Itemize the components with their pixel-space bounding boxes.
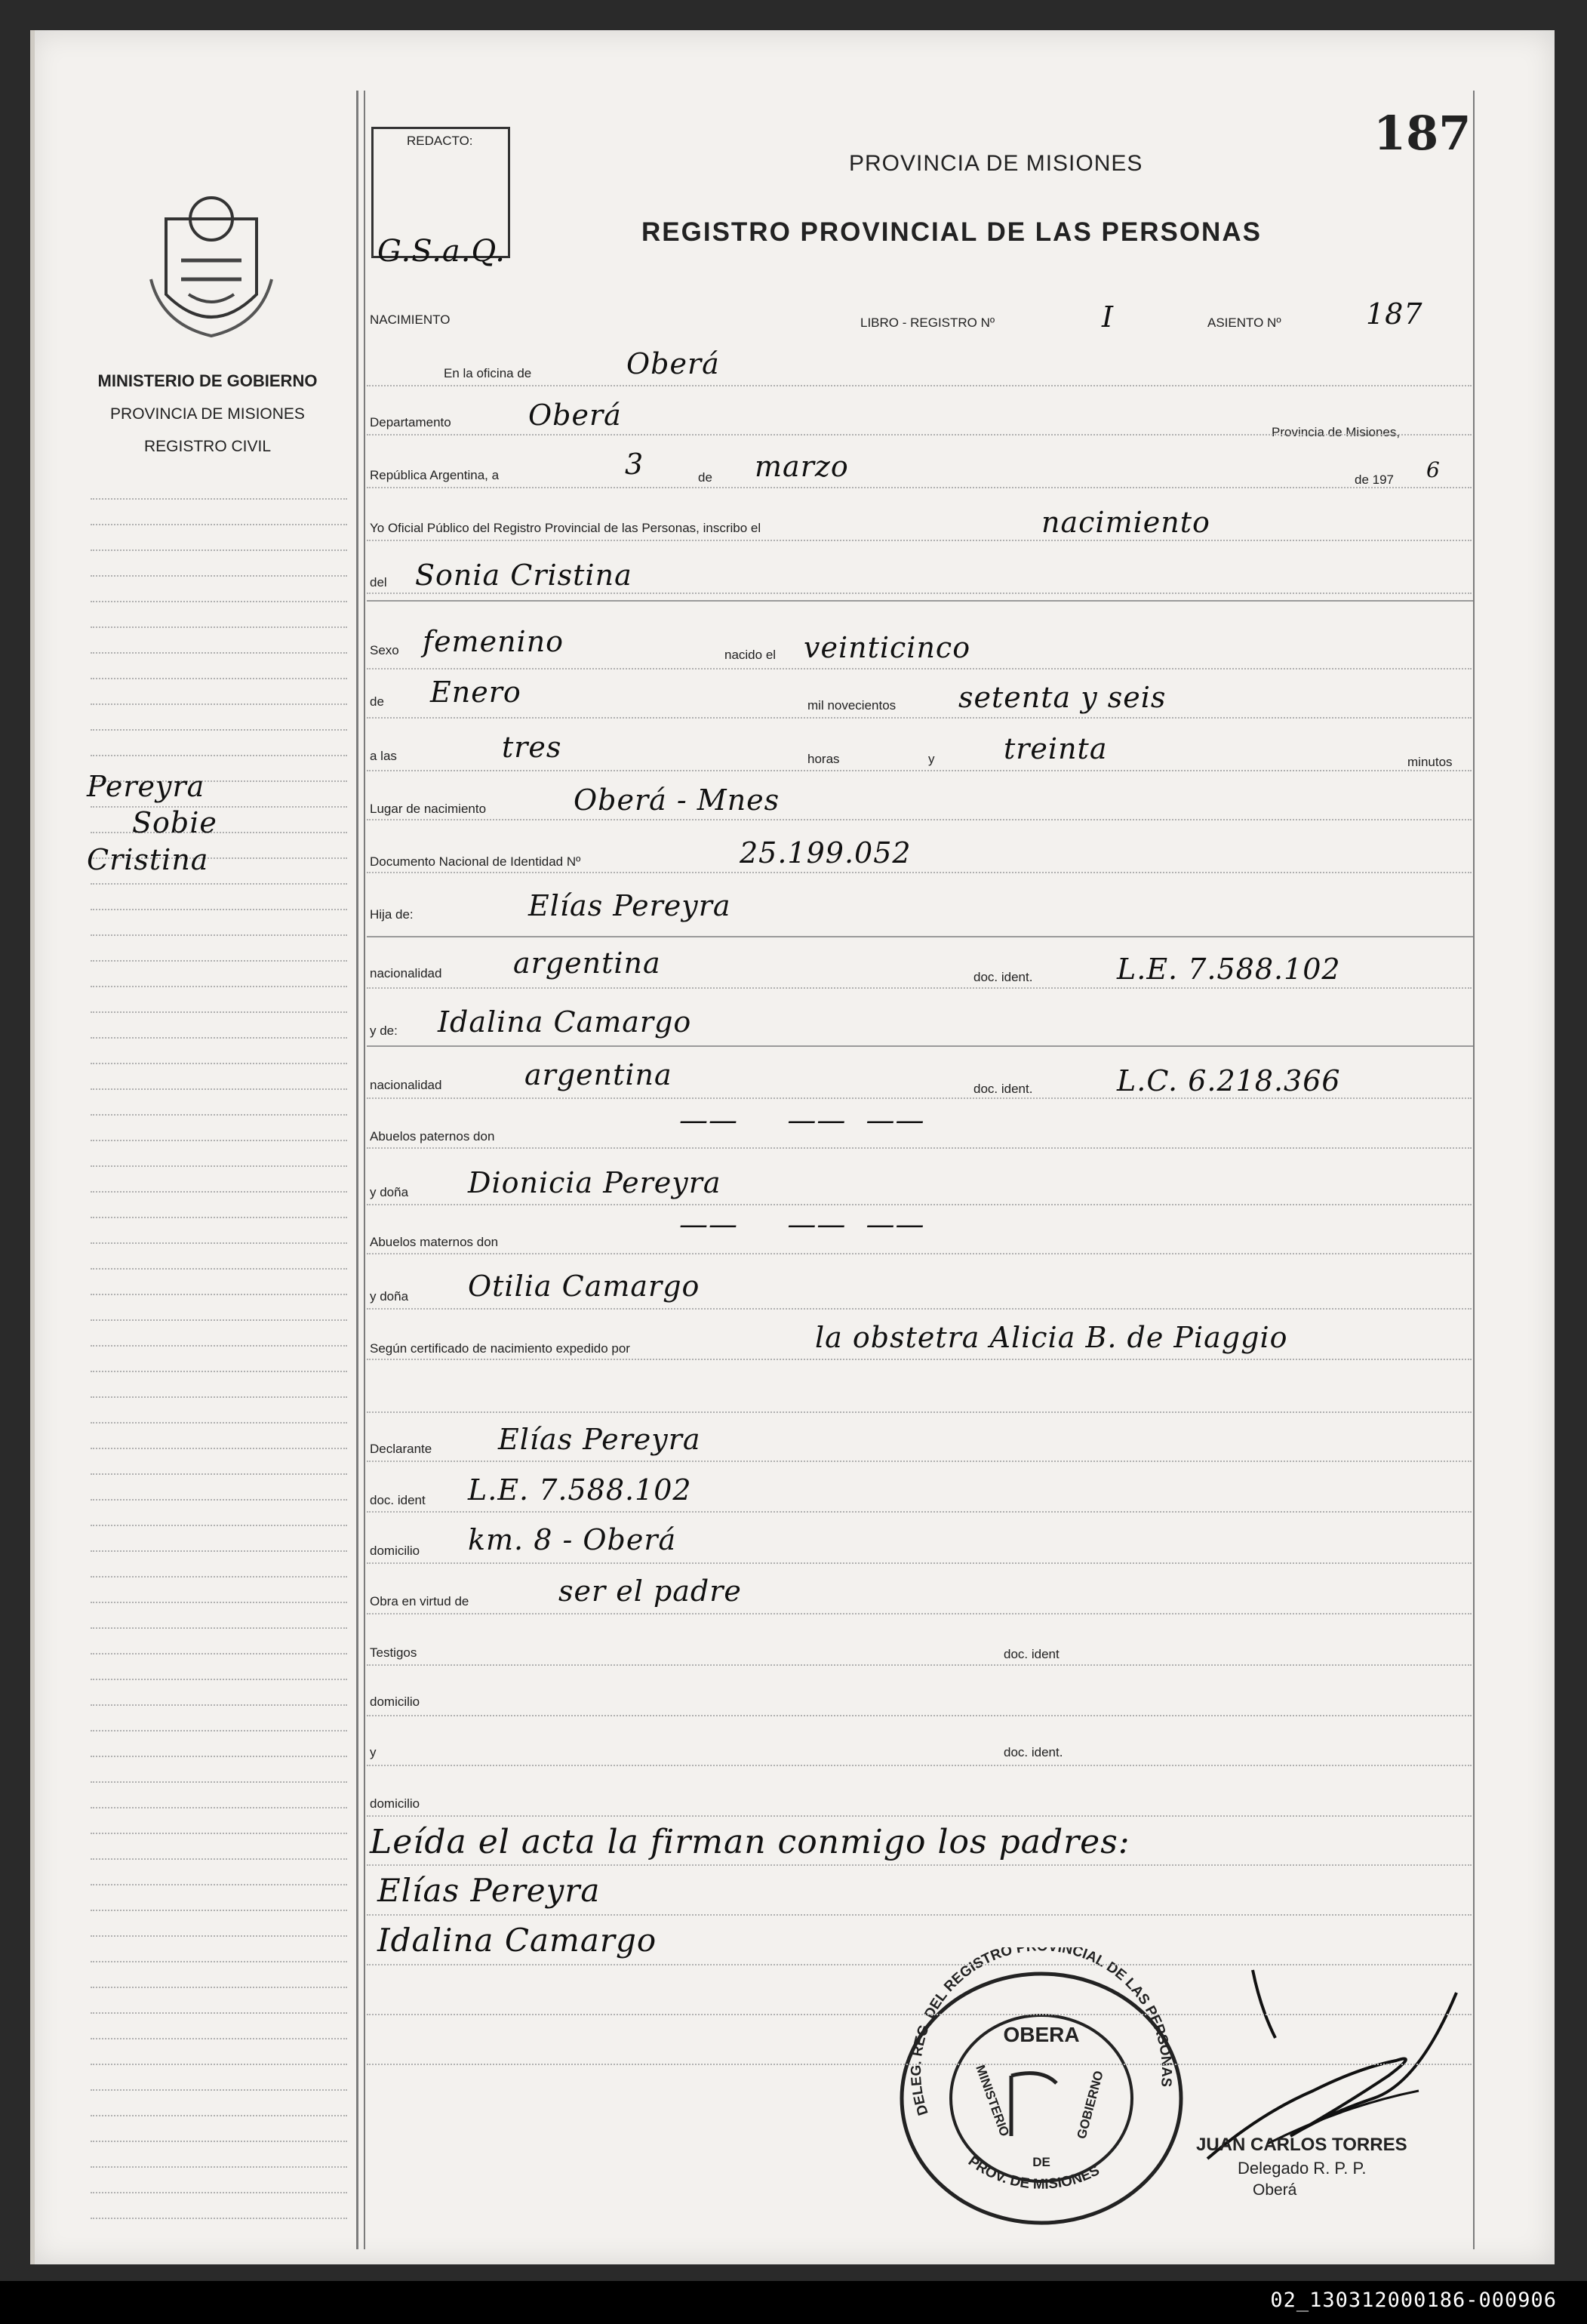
docident5-label: doc. ident.	[1004, 1745, 1063, 1759]
abuelos-mat-value: —— —— ——	[679, 1208, 925, 1241]
oficina-value: Oberá	[626, 347, 720, 380]
asiento-value: 187	[1366, 297, 1423, 331]
nac1-value: argentina	[513, 947, 661, 980]
form-rule-line	[367, 1964, 1472, 1965]
section-divider	[367, 1045, 1473, 1047]
official-title: Delegado R. P. P.	[1238, 2159, 1367, 2178]
form-rule-line	[367, 487, 1472, 488]
y2-label: y	[370, 1745, 377, 1759]
sidebar-rule-line	[91, 1011, 347, 1013]
sidebar-rule-line	[91, 934, 347, 936]
redacto-initials: G.S.a.Q.	[377, 234, 506, 269]
mil-value: setenta y seis	[958, 681, 1167, 714]
horas-label: horas	[807, 752, 840, 766]
ydona2-label: y doña	[370, 1289, 409, 1304]
form-rule-line	[367, 1147, 1472, 1149]
domicilio-label: domicilio	[370, 1544, 420, 1558]
segun-label: Según certificado de nacimiento expedido por	[370, 1341, 630, 1356]
sidebar-ministry: MINISTERIO DE GOBIERNO	[97, 371, 318, 390]
dia-value: 3	[625, 448, 644, 481]
sidebar-rule-line	[91, 1217, 347, 1218]
form-rule-line	[367, 987, 1472, 989]
sidebar-rule-line	[91, 1576, 347, 1578]
registry-page	[30, 30, 1555, 2264]
lugar-label: Lugar de nacimiento	[370, 802, 487, 816]
form-rule-line	[367, 1359, 1472, 1360]
sidebar-rule-line	[91, 2089, 347, 2091]
form-rule-line	[367, 770, 1472, 771]
sidebar-rule-line	[91, 524, 347, 525]
form-rule-line	[367, 1308, 1472, 1310]
form-rule-line	[367, 540, 1472, 541]
sidebar-rule-line	[91, 909, 347, 910]
nac1-label: nacionalidad	[370, 966, 442, 980]
form-rule-line	[367, 668, 1472, 669]
sidebar-rule-line	[91, 1884, 347, 1885]
mes-value: marzo	[755, 450, 849, 483]
official-seal	[883, 1947, 1200, 2234]
oficial-label: Yo Oficial Público del Registro Provincial de las Personas, inscribo el	[370, 521, 761, 535]
sidebar-rule-line	[91, 575, 347, 577]
sidebar-rule-line	[91, 1037, 347, 1039]
sidebar-rule-line	[91, 1114, 347, 1116]
form-rule-line	[367, 717, 1472, 719]
obra-value: ser el padre	[558, 1574, 742, 1608]
sexo-label: Sexo	[370, 643, 399, 657]
anio-label: de 197	[1355, 472, 1394, 487]
sidebar-rule-line	[91, 1165, 347, 1167]
dni-label: Documento Nacional de Identidad Nº	[370, 854, 581, 869]
coat-of-arms-logo	[143, 189, 279, 351]
minutos-value: treinta	[1004, 732, 1108, 765]
yde-label: y de:	[370, 1023, 398, 1038]
folio-number: 187	[1373, 106, 1472, 161]
sidebar-rule-line	[91, 549, 347, 551]
mes-nac-value: Enero	[430, 676, 521, 709]
form-rule-line	[367, 1253, 1472, 1254]
sidebar-rule-line	[91, 1063, 347, 1064]
form-rule-line	[367, 1815, 1472, 1817]
sidebar-rule-line	[91, 1140, 347, 1141]
oficina-label: En la oficina de	[444, 366, 532, 380]
sidebar-rule-line	[91, 1704, 347, 1706]
padre-value: Elías Pereyra	[528, 889, 731, 922]
form-rule-line	[367, 1562, 1472, 1564]
sidebar-rule-line	[91, 883, 347, 885]
section-divider	[367, 600, 1473, 602]
libro-value: I	[1102, 300, 1115, 334]
sidebar-rule-line	[91, 755, 347, 756]
sidebar-rule-line	[91, 1679, 347, 1680]
leida-text: Leída el acta la firman conmigo los padres:	[370, 1823, 1130, 1861]
sidebar-rule-line	[91, 1499, 347, 1501]
form-rule-line	[367, 385, 1472, 386]
del-label: del	[370, 575, 387, 589]
sidebar-rule-line	[91, 1627, 347, 1629]
sidebar-rule-line	[91, 960, 347, 962]
sidebar-rule-line	[91, 729, 347, 731]
segun-value: la obstetra Alicia B. de Piaggio	[815, 1321, 1288, 1354]
form-rule-line	[367, 1461, 1472, 1462]
nacido-label: nacido el	[724, 648, 777, 662]
sidebar-rule-line	[91, 626, 347, 628]
sidebar-rule-line	[91, 1473, 347, 1475]
form-rule-line	[367, 1613, 1472, 1614]
sidebar-rule-line	[91, 1319, 347, 1321]
sidebar-rule-line	[91, 1550, 347, 1552]
ydona1-label: y doña	[370, 1185, 409, 1199]
mil-label: mil novecientos	[807, 698, 897, 713]
sidebar-rule-line	[91, 1268, 347, 1270]
sexo-value: femenino	[423, 625, 564, 658]
sidebar-rule-line	[91, 2012, 347, 2014]
sidebar-rule-line	[91, 1756, 347, 1757]
seal-city: OBERA	[1003, 2023, 1080, 2046]
binding-edge	[30, 30, 35, 2264]
sidebar-rule-line	[91, 1602, 347, 1603]
sidebar-rule-line	[91, 498, 347, 500]
sidebar-rule-line	[91, 1422, 347, 1424]
sidebar-rule-line	[91, 986, 347, 987]
official-name: JUAN CARLOS TORRES	[1196, 2135, 1407, 2155]
form-rule-line	[367, 2014, 1472, 2015]
oficial-value: nacimiento	[1041, 506, 1210, 539]
inner-margin-rule	[364, 91, 365, 2249]
footer-code: 02_130312000186-000906	[1270, 2289, 1557, 2312]
dni-value: 25.199.052	[740, 836, 912, 870]
right-margin-rule	[1473, 91, 1475, 2249]
del-value: Sonia Cristina	[415, 559, 632, 592]
form-rule-line	[367, 872, 1472, 873]
sidebar-rule-line	[91, 1730, 347, 1731]
docident3-label: doc. ident	[370, 1493, 426, 1507]
anio-value: 6	[1426, 457, 1441, 482]
docident4-label: doc. ident	[1004, 1647, 1060, 1661]
sidebar-rule-line	[91, 1088, 347, 1090]
departamento-value: Oberá	[528, 399, 622, 432]
seal-ministerio: MINISTERIO	[973, 2063, 1013, 2138]
form-rule-line	[367, 1914, 1472, 1916]
sidebar-rule-line	[91, 1396, 347, 1398]
sidebar-rule-line	[91, 652, 347, 654]
form-rule-line	[367, 2064, 1472, 2065]
sidebar-rule-line	[91, 1191, 347, 1193]
form-rule-line	[367, 434, 1472, 436]
sidebar-rule-line	[91, 806, 347, 808]
domicilio2-label: domicilio	[370, 1695, 420, 1709]
section-divider	[367, 936, 1473, 937]
declarante-label: Declarante	[370, 1442, 432, 1456]
nac2-label: nacionalidad	[370, 1078, 442, 1092]
sidebar-rule-line	[91, 2038, 347, 2039]
testigos-label: Testigos	[370, 1645, 417, 1660]
sidebar-rule-line	[91, 1294, 347, 1295]
nacido-value: veinticinco	[804, 631, 971, 664]
sidebar-rule-line	[91, 1910, 347, 1911]
form-rule-line	[367, 1664, 1472, 1666]
departamento-label: Departamento	[370, 415, 451, 429]
libro-label: LIBRO - REGISTRO Nº	[860, 316, 995, 330]
abuelos-pat-value: —— —— ——	[679, 1104, 925, 1137]
sidebar-rule-line	[91, 1371, 347, 1372]
doc2-value: L.C. 6.218.366	[1117, 1064, 1341, 1097]
official-city: Oberá	[1253, 2181, 1297, 2199]
form-rule-line	[367, 1864, 1472, 1866]
sidebar-rule-line	[91, 1781, 347, 1783]
de-label: de	[698, 470, 712, 485]
madre-value: Idalina Camargo	[438, 1005, 692, 1039]
redacto-label: REDACTO:	[407, 134, 473, 148]
sidebar-rule-line	[91, 2218, 347, 2219]
domicilio3-label: domicilio	[370, 1796, 420, 1811]
form-rule-line	[367, 819, 1472, 820]
declarante-value: Elías Pereyra	[498, 1423, 701, 1456]
sidebar-rule-line	[91, 601, 347, 602]
seal-de: DE	[1032, 2155, 1050, 2169]
left-margin-rule	[356, 91, 358, 2249]
sidebar-registry: REGISTRO CIVIL	[143, 438, 272, 455]
sidebar-rule-line	[91, 2115, 347, 2116]
form-rule-line	[367, 1511, 1472, 1513]
firma-padre-signature: Elías Pereyra	[377, 1872, 601, 1909]
dona1-value: Dionicia Pereyra	[468, 1166, 721, 1199]
hija-label: Hija de:	[370, 907, 414, 922]
sidebar-rule-line	[91, 1987, 347, 1988]
sidebar-rule-line	[91, 1525, 347, 1526]
form-rule-line	[367, 1411, 1472, 1413]
seal-gobierno: GOBIERNO	[1074, 2069, 1106, 2141]
form-rule-line	[367, 1715, 1472, 1716]
docident1-label: doc. ident.	[973, 970, 1033, 984]
sidebar-rule-line	[91, 1833, 347, 1834]
dona2-value: Otilia Camargo	[468, 1270, 700, 1303]
sidebar-rule-line	[91, 678, 347, 679]
provincia-label: Provincia de Misiones,	[1272, 425, 1401, 439]
sidebar-rule-line	[91, 703, 347, 705]
abuelos-pat-label: Abuelos paternos don	[370, 1129, 495, 1144]
sidebar-rule-line	[91, 1935, 347, 1937]
margin-note-name2: Cristina	[87, 843, 209, 876]
header-registry: REGISTRO PROVINCIAL DE LAS PERSONAS	[641, 217, 1262, 247]
footer-bar	[0, 2281, 1587, 2324]
nac2-value: argentina	[524, 1058, 672, 1091]
sidebar-rule-line	[91, 2064, 347, 2065]
sidebar-rule-line	[91, 832, 347, 833]
nacimiento-label: NACIMIENTO	[370, 312, 451, 327]
minutos-label: minutos	[1407, 755, 1453, 769]
republica-label: República Argentina, a	[370, 468, 500, 482]
domicilio-value: km. 8 - Oberá	[468, 1523, 677, 1556]
sidebar-rule-line	[91, 1653, 347, 1655]
de2-label: de	[370, 694, 384, 709]
sidebar-rule-line	[91, 2192, 347, 2193]
abuelos-mat-label: Abuelos maternos don	[370, 1235, 499, 1249]
lugar-value: Oberá - Mnes	[574, 783, 780, 817]
sidebar-rule-line	[91, 1242, 347, 1244]
sidebar-rule-line	[91, 2166, 347, 2168]
asiento-label: ASIENTO Nº	[1207, 316, 1281, 330]
seal-outer-text: DELEG. REG. DEL REGISTRO P INCIAL DE LAS PERSONAS	[908, 1947, 1175, 2118]
doc3-value: L.E. 7.588.102	[468, 1473, 692, 1507]
obra-label: Obra en virtud de	[370, 1594, 469, 1608]
header-province: PROVINCIA DE MISIONES	[849, 151, 1143, 176]
sidebar-rule-line	[91, 1345, 347, 1347]
sidebar-rule-line	[91, 2141, 347, 2142]
alas-label: a las	[370, 749, 397, 763]
form-rule-line	[367, 1097, 1472, 1099]
doc1-value: L.E. 7.588.102	[1117, 953, 1341, 986]
sidebar-province: PROVINCIA DE MISIONES	[110, 405, 305, 423]
firma-madre-signature: Idalina Camargo	[377, 1922, 657, 1959]
sidebar-rule-line	[91, 1961, 347, 1962]
horas-value: tres	[502, 731, 562, 764]
seal-prov: PROV. DE MISIONES	[964, 2153, 1103, 2193]
y-label: y	[928, 752, 935, 766]
form-rule-line	[367, 593, 1472, 594]
form-rule-line	[367, 1765, 1472, 1766]
margin-note-surname: Pereyra	[87, 770, 205, 803]
sidebar-rule-line	[91, 1448, 347, 1449]
form-rule-line	[367, 1204, 1472, 1205]
docident2b-label: doc. ident.	[973, 1082, 1033, 1096]
sidebar-rule-line	[91, 1858, 347, 1860]
margin-note-name1: Sobie	[132, 806, 217, 839]
sidebar-rule-line	[91, 1807, 347, 1808]
